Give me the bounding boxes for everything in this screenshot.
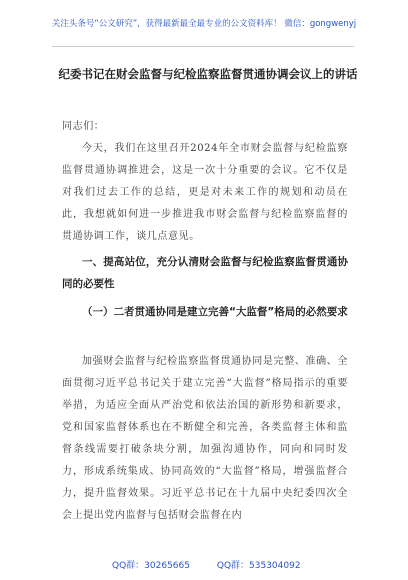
document-title: 纪委书记在财会监督与纪检监察监督贯通协调会议上的讲话	[58, 67, 358, 81]
header-divider	[52, 46, 354, 47]
footer-qq-group-2: QQ群：535304092	[216, 561, 301, 571]
subsection-heading-1: （一）二者贯通协同是建立完善“大监督”格局的必然要求	[82, 306, 348, 318]
paragraph-body: 加强财会监督与纪检监察监督贯通协同是完整、准确、全面贯彻习近平总书记关于建立完善“大监督”格局指示的重要举措，为适应全面从严治党和依法治国的新形势和新要求，党和国家监督体系也在不断健全和完善，各类监督主体和监督条线需要打破条块分割，加强沟通协作，同向和同时发力，形成系统集成、协同高效的“大监督”格局，增强监督合力，提升监督效果。习近平总书记在十九届中央纪委四次全会上提出党内监督与包括财会监督在内	[62, 356, 348, 521]
footer-qq-group-1: QQ群：30265665	[112, 561, 190, 571]
header-banner: 关注头条号“公文研究”，获得最新最全最专业的公文资料库！ 微信：gongwenyj	[51, 19, 357, 29]
paragraph-intro: 今天，我们在这里召开2024年全市财会监督与纪检监察监督贯通协调推进会，这是一次十分重要的会议。它不仅是对我们过去工作的总结，更是对未来工作的规划和动员在此，我想就如何进一步推进我市财会监督与纪检监察监督的贯通协调工作，谈几点意见。	[62, 143, 348, 242]
salutation: 同志们：	[62, 121, 105, 132]
footer-contact	[100, 560, 310, 572]
section-heading-1: 一、提高站位，充分认清财会监督与纪检监察监督贯通协同的必要性	[62, 256, 348, 290]
